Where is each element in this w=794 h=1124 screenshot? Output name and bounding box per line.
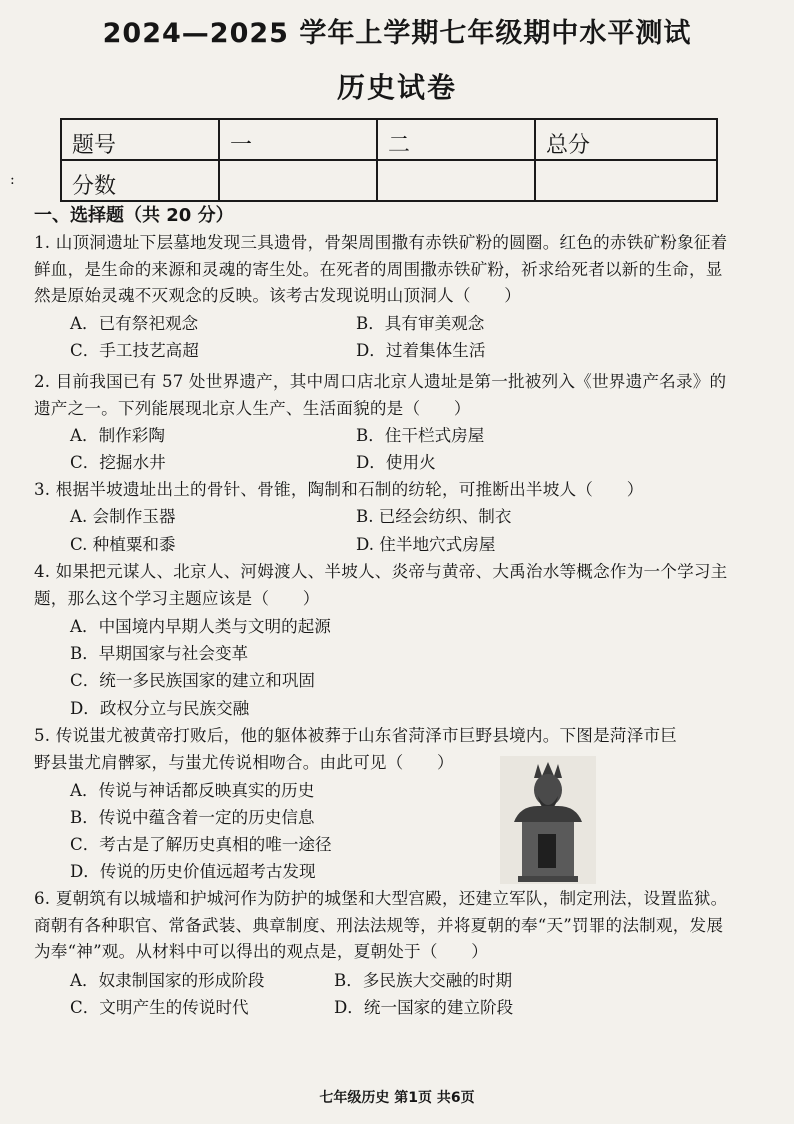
question-3-option-d[interactable]: D. 住半地穴式房屋	[356, 535, 496, 554]
page-footer: 七年级历史 第1页 共6页	[319, 1090, 475, 1106]
question-2-option-c[interactable]: C．挖掘水井	[70, 453, 166, 472]
question-1-option-b[interactable]: B．具有审美观念	[356, 314, 485, 333]
score-cell: 二	[377, 119, 535, 160]
question-4-option-b[interactable]: B．早期国家与社会变革	[70, 644, 249, 663]
score-cell: 总分	[535, 119, 717, 160]
question-2-option-a[interactable]: A．制作彩陶	[70, 426, 165, 445]
score-input-cell[interactable]	[377, 160, 535, 201]
question-3-option-a[interactable]: A. 会制作玉器	[70, 507, 176, 526]
question-4-option-a[interactable]: A．中国境内早期人类与文明的起源	[70, 617, 331, 636]
question-5-option-a[interactable]: A．传说与神话都反映真实的历史	[70, 781, 315, 800]
score-cell: 一	[219, 119, 377, 160]
score-cell: 分数	[61, 160, 219, 201]
score-table	[60, 118, 718, 202]
question-1-option-c[interactable]: C．手工技艺高超	[70, 341, 199, 360]
question-5-option-d[interactable]: D．传说的历史价值远超考古发现	[70, 862, 316, 881]
question-1-option-a[interactable]: A．已有祭祀观念	[70, 314, 199, 333]
score-input-cell[interactable]	[219, 160, 377, 201]
question-4-stem: 4. 如果把元谋人、北京人、河姆渡人、半坡人、炎帝与黄帝、大禹治水等概念作为一个学习主题，那么这个学习主题应该是（ ）	[34, 562, 728, 608]
question-3-option-b[interactable]: B. 已经会纺织、制衣	[356, 507, 512, 526]
chiyou-statue-photo	[500, 756, 596, 884]
exam-title: 2024—2025 学年上学期七年级期中水平测试	[102, 18, 692, 49]
question-2-stem: 2. 目前我国已有 57 处世界遗产，其中周口店北京人遗址是第一批被列入《世界遗产名录》的遗产之一。下列能展现北京人生产、生活面貌的是（ ）	[34, 372, 727, 418]
score-cell: 题号	[61, 119, 219, 160]
question-6-option-c[interactable]: C．文明产生的传说时代	[70, 998, 249, 1017]
section-heading: 一、选择题（共 20 分）	[34, 205, 234, 226]
question-1-stem: 1. 山顶洞遗址下层墓地发现三具遗骨，骨架周围撒有赤铁矿粉的圆圈。红色的赤铁矿粉象征着鲜血，是生命的来源和灵魂的寄生处。在死者的周围撒赤铁矿粉，祈求给死者以新的生命，显然是原始灵魂不灭观念的反映。该考古发现说明山顶洞人（ ）	[34, 233, 728, 305]
question-5-stem-line-2: 野县蚩尤肩髀冢，与蚩尤传说相吻合。由此可见（ ）	[34, 753, 454, 772]
question-3-option-c[interactable]: C. 种植粟和黍	[70, 535, 176, 554]
question-5-stem-line-1: 5. 传说蚩尤被黄帝打败后，他的躯体被葬于山东省菏泽市巨野县境内。下图是菏泽市巨	[34, 726, 678, 745]
exam-subtitle: 历史试卷	[336, 71, 457, 104]
question-6-option-a[interactable]: A．奴隶制国家的形成阶段	[70, 971, 265, 990]
question-5-option-c[interactable]: C．考古是了解历史真相的唯一途径	[70, 835, 332, 854]
question-4-option-c[interactable]: C．统一多民族国家的建立和巩固	[70, 671, 316, 690]
question-4-option-d[interactable]: D．政权分立与民族交融	[70, 699, 250, 718]
score-table-header-row	[61, 119, 717, 160]
question-6-stem: 6. 夏朝筑有以城墙和护城河作为防护的城堡和大型宫殿，还建立军队，制定刑法，设置监狱。商朝有各种职官、常备武装、典章制度、刑法法规等，并将夏朝的奉“天”罚罪的法制观，发展为奉“神”观。从材料中可以得出的观点是，夏朝处于（ ）	[34, 889, 728, 961]
question-2-option-b[interactable]: B．住干栏式房屋	[356, 426, 485, 445]
question-1-option-d[interactable]: D．过着集体生活	[356, 341, 486, 360]
question-2-option-d[interactable]: D．使用火	[356, 453, 436, 472]
score-input-cell[interactable]	[535, 160, 717, 201]
question-6-option-d[interactable]: D．统一国家的建立阶段	[334, 998, 514, 1017]
binding-margin-mark: :	[10, 172, 15, 188]
question-6-option-b[interactable]: B．多民族大交融的时期	[334, 971, 513, 990]
question-5-option-b[interactable]: B．传说中蕴含着一定的历史信息	[70, 808, 315, 827]
score-table-score-row	[61, 160, 717, 201]
question-3-stem: 3. 根据半坡遗址出土的骨针、骨锥，陶制和石制的纺轮，可推断出半坡人（ ）	[34, 480, 644, 499]
